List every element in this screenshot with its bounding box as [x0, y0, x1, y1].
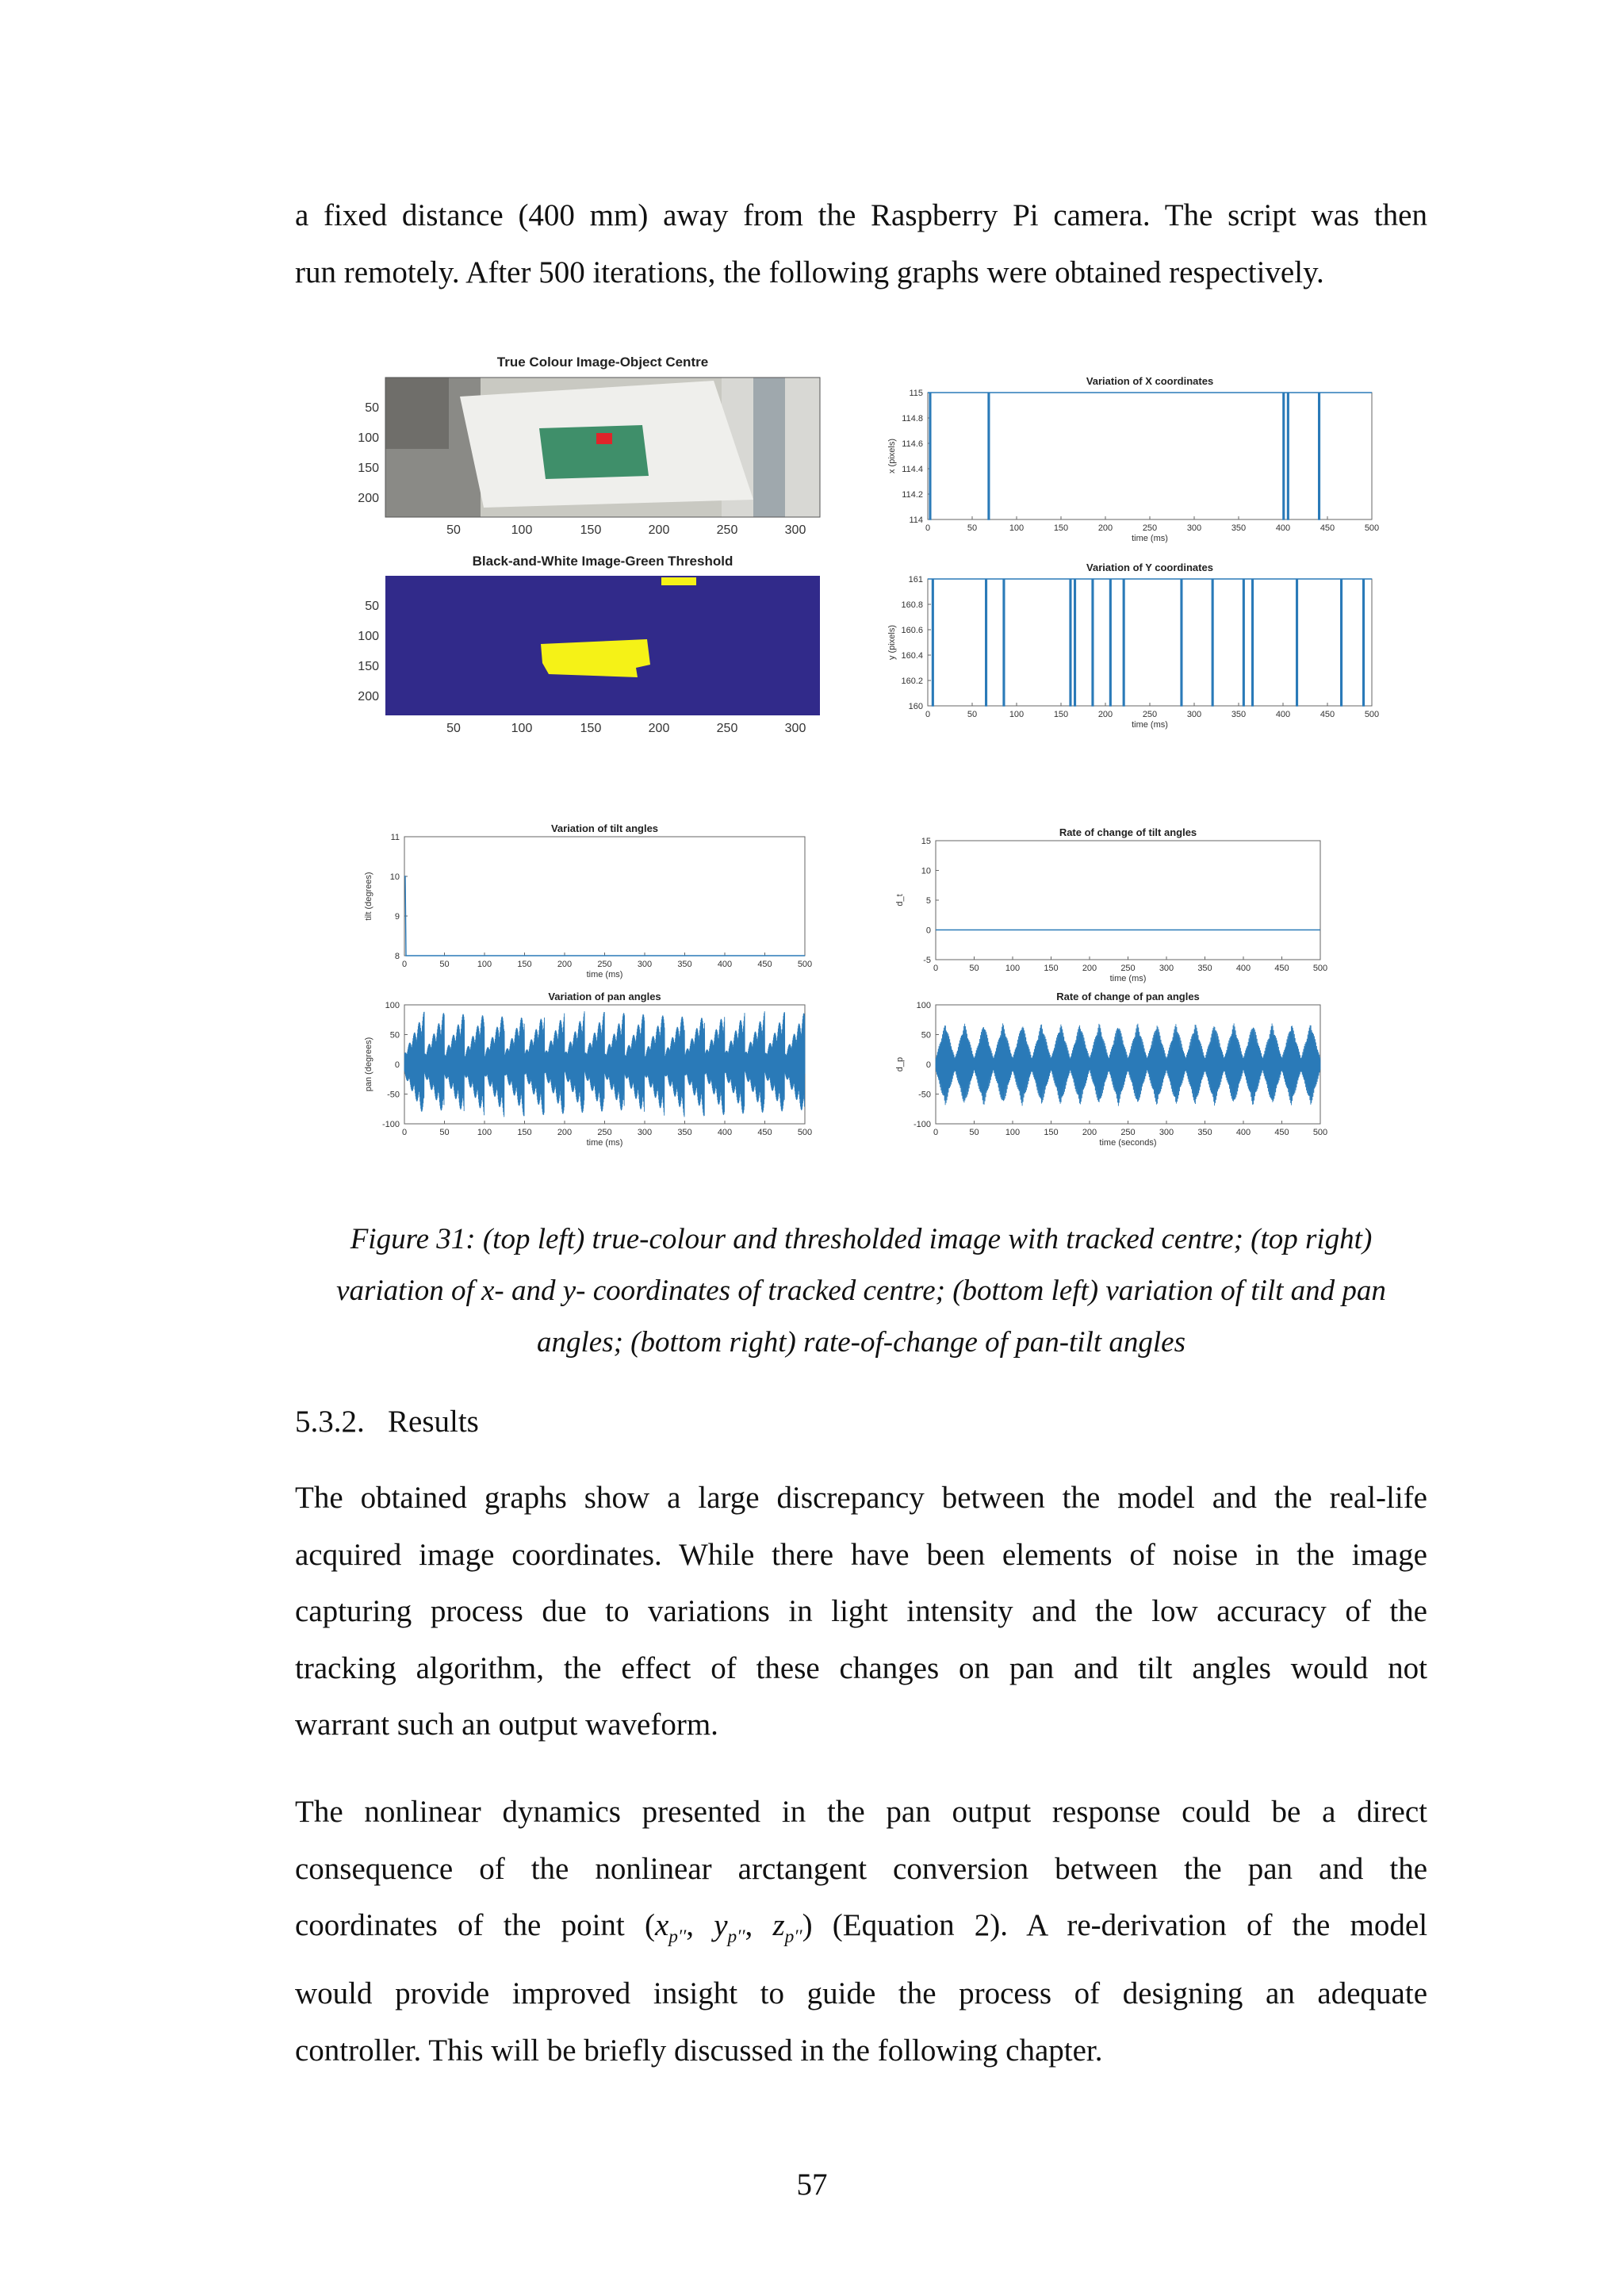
x-tick-label: 150	[517, 1128, 532, 1137]
x-tick-label: 450	[757, 960, 772, 969]
bw-y-ticks	[358, 600, 379, 703]
math-y: y	[714, 1908, 728, 1942]
chart-x-coordinates	[880, 357, 1388, 547]
x-tick-label: 300	[637, 1128, 653, 1137]
y-tick-label: 10	[389, 872, 400, 882]
plot-area	[936, 841, 1320, 960]
x-axis-label: time (ms)	[1109, 974, 1147, 983]
y-axis-label: x (pixels)	[887, 438, 897, 474]
y-tick-label: 160.2	[901, 677, 923, 686]
y-tick-label: -5	[923, 956, 931, 965]
x-tick-label: 250	[597, 960, 612, 969]
x-tick-label: 450	[1274, 964, 1289, 973]
paragraph-line: controller. This will be briefly discussed in the following chapter.	[295, 2033, 1103, 2068]
x-tick-label: 0	[925, 710, 931, 719]
y-tick-label: -100	[913, 1120, 931, 1129]
page-number: 57	[796, 2168, 828, 2202]
x-tick-label: 0	[401, 960, 408, 969]
x-tick-label: 100	[1009, 710, 1025, 719]
y-tick-label: 50	[389, 1030, 400, 1041]
x-tick-label: 500	[1364, 523, 1380, 533]
x-tick-label: 100	[1009, 523, 1025, 533]
y-tick-label: 160.4	[901, 651, 923, 661]
paragraph-line: consequence of the nonlinear arctangent conversion between the pan and the	[295, 1851, 1427, 1886]
x-tick-label: 300	[1186, 523, 1202, 533]
x-tick-label: 150	[1053, 710, 1069, 719]
chart-rate-pan	[892, 979, 1368, 1162]
y-axis-label: d_p	[895, 1056, 905, 1072]
x-tick-label: 450	[757, 1128, 772, 1137]
chart-title: Variation of Y coordinates	[1086, 562, 1213, 573]
y-tick-label: 5	[925, 896, 931, 906]
y-tick-label: 161	[908, 575, 923, 585]
y-tick-label: 160	[908, 702, 923, 711]
x-tick-label: 450	[1274, 1128, 1289, 1137]
x-tick-label: 400	[1275, 710, 1291, 719]
x-tick-label: 0	[401, 1128, 408, 1137]
tick-label: 200	[358, 690, 379, 703]
paragraph-line: The nonlinear dynamics presented in the pan output response could be a direct	[295, 1795, 1427, 1829]
section-heading: 5.3.2. Results	[295, 1405, 479, 1439]
results-paragraph-1	[295, 1470, 1427, 1754]
true-colour-y-ticks	[358, 401, 379, 505]
x-axis-label: time (ms)	[1132, 534, 1168, 543]
math-subscript: p′′	[668, 1926, 687, 1947]
y-tick-label: 50	[921, 1030, 931, 1041]
x-tick-label: 250	[1120, 964, 1136, 973]
x-tick-label: 400	[1275, 523, 1291, 533]
x-tick-label: 500	[797, 960, 813, 969]
y-tick-label: 100	[385, 1001, 400, 1010]
y-tick-label: -100	[381, 1120, 400, 1129]
tick-label: 50	[446, 523, 461, 537]
x-tick-label: 200	[1082, 964, 1097, 973]
paragraph-line: capturing process due to variations in light intensity and the low accuracy of the	[295, 1594, 1427, 1628]
x-tick-label: 50	[967, 523, 978, 533]
plot-area	[928, 579, 1372, 706]
x-tick-label: 150	[1053, 523, 1069, 533]
x-tick-label: 500	[797, 1128, 813, 1137]
intro-line-1: a fixed distance (400 mm) away from the Raspberry Pi camera. The script was then	[295, 198, 1427, 232]
y-axis-label: y (pixels)	[887, 624, 897, 661]
x-tick-label: 150	[1044, 1128, 1059, 1137]
x-tick-label: 500	[1364, 710, 1380, 719]
x-tick-label: 50	[969, 1128, 979, 1137]
x-tick-label: 350	[1197, 1128, 1212, 1137]
x-tick-label: 400	[717, 960, 733, 969]
x-tick-label: 250	[1142, 523, 1158, 533]
x-tick-label: 300	[1159, 1128, 1174, 1137]
y-tick-label: 10	[921, 866, 931, 876]
y-tick-label: 11	[390, 833, 400, 842]
caption-line-2: variation of x- and y- coordinates of tracked centre; (bottom left) variation of tilt and pan	[336, 1274, 1386, 1307]
math-separator: ,	[686, 1908, 714, 1942]
paragraph-line: warrant such an output waveform.	[295, 1708, 718, 1742]
y-tick-label: 8	[394, 952, 400, 961]
tick-label: 150	[580, 722, 602, 735]
x-tick-label: 200	[1097, 523, 1113, 533]
y-tick-label: 0	[925, 1060, 931, 1070]
y-tick-label: -50	[918, 1090, 931, 1100]
x-tick-label: 50	[967, 710, 978, 719]
math-x: x	[654, 1908, 669, 1942]
y-tick-label: 114.2	[902, 490, 923, 500]
x-tick-label: 350	[1231, 710, 1247, 719]
y-axis-label: tilt (degrees)	[364, 872, 373, 921]
x-tick-label: 100	[477, 960, 492, 969]
x-tick-label: 100	[1005, 964, 1021, 973]
paragraph-line-with-math	[295, 1897, 1427, 1965]
x-tick-label: 300	[1159, 964, 1174, 973]
tick-label: 200	[358, 492, 379, 505]
x-tick-label: 350	[1197, 964, 1212, 973]
tick-label: 200	[648, 722, 670, 735]
chart-pan-angles	[361, 979, 837, 1162]
true-colour-x-ticks	[446, 523, 806, 537]
y-tick-label: 114.8	[902, 414, 923, 424]
tick-label: 50	[365, 401, 379, 415]
x-tick-label: 400	[717, 1128, 733, 1137]
tick-label: 250	[716, 722, 738, 735]
x-axis-label: time (ms)	[586, 1138, 623, 1148]
bw-image	[385, 576, 820, 715]
chart-y-coordinates	[880, 543, 1388, 734]
x-tick-label: 150	[1044, 964, 1059, 973]
caption-line-3: angles; (bottom right) rate-of-change of pan-tilt angles	[537, 1326, 1185, 1359]
caption-line-1: Figure 31: (top left) true-colour and thresholded image with tracked centre; (top right)	[350, 1223, 1373, 1255]
intro-line-2: run remotely. After 500 iterations, the following graphs were obtained respectively.	[295, 255, 1324, 289]
chart-rate-tilt	[892, 817, 1368, 983]
x-tick-label: 200	[557, 1128, 573, 1137]
x-tick-label: 350	[1231, 523, 1247, 533]
chart-title: Variation of tilt angles	[550, 822, 659, 834]
plot-area	[404, 837, 805, 956]
text-fragment: ) (Equation 2). A re-derivation of the model	[802, 1908, 1428, 1942]
y-tick-label: 114.4	[902, 465, 923, 474]
x-tick-label: 50	[439, 1128, 450, 1137]
y-tick-label: 15	[921, 837, 931, 846]
y-tick-label: 0	[394, 1060, 400, 1070]
tick-label: 150	[358, 660, 379, 673]
chart-title: Variation of X coordinates	[1086, 375, 1214, 387]
math-subscript: p′′	[727, 1926, 745, 1947]
tick-label: 300	[784, 722, 806, 735]
tick-label: 100	[358, 431, 379, 445]
x-tick-label: 0	[925, 523, 931, 533]
y-axis-label: d_t	[895, 894, 905, 907]
tick-label: 150	[358, 462, 379, 475]
x-tick-label: 150	[517, 960, 532, 969]
tick-label: 100	[511, 523, 533, 537]
tick-label: 50	[365, 600, 379, 613]
y-tick-label: 100	[916, 1001, 931, 1010]
x-tick-label: 100	[1005, 1128, 1021, 1137]
chart-title: Rate of change of tilt angles	[1059, 826, 1197, 838]
chart-title: Rate of change of pan angles	[1056, 991, 1200, 1002]
math-z: z	[772, 1908, 785, 1942]
y-tick-label: 114.6	[902, 439, 923, 449]
x-tick-label: 0	[933, 964, 939, 973]
math-separator: ,	[745, 1908, 773, 1942]
x-tick-label: 450	[1320, 710, 1335, 719]
x-tick-label: 400	[1235, 1128, 1251, 1137]
x-axis-label: time (ms)	[1132, 720, 1168, 730]
x-tick-label: 250	[1142, 710, 1158, 719]
x-tick-label: 200	[557, 960, 573, 969]
tick-label: 100	[358, 630, 379, 643]
x-tick-label: 200	[1082, 1128, 1097, 1137]
x-tick-label: 250	[597, 1128, 612, 1137]
x-tick-label: 500	[1312, 1128, 1328, 1137]
math-subscript: p′′	[784, 1926, 802, 1947]
tick-label: 300	[784, 523, 806, 537]
x-tick-label: 350	[677, 1128, 692, 1137]
paragraph-line: would provide improved insight to guide the process of designing an adequate	[295, 1976, 1427, 2011]
y-tick-label: 114	[909, 516, 923, 525]
y-tick-label: 115	[909, 389, 923, 398]
x-tick-label: 300	[637, 960, 653, 969]
text-fragment: coordinates of the point (	[295, 1908, 655, 1942]
true-colour-image	[385, 378, 820, 517]
tick-label: 50	[446, 722, 461, 735]
y-tick-label: 160.6	[901, 626, 923, 635]
x-axis-label: time (ms)	[586, 970, 623, 979]
y-tick-label: 160.8	[901, 600, 923, 610]
tick-label: 150	[580, 523, 602, 537]
x-tick-label: 350	[677, 960, 692, 969]
x-tick-label: 100	[477, 1128, 492, 1137]
y-tick-label: -50	[387, 1090, 400, 1100]
x-tick-label: 500	[1312, 964, 1328, 973]
intro-paragraph	[295, 187, 1427, 301]
paragraph-line: tracking algorithm, the effect of these changes on pan and tilt angles would not	[295, 1650, 1427, 1685]
x-tick-label: 200	[1097, 710, 1113, 719]
bw-x-ticks	[446, 722, 806, 735]
x-tick-label: 400	[1235, 964, 1251, 973]
tick-label: 250	[716, 523, 738, 537]
x-tick-label: 50	[439, 960, 450, 969]
x-tick-label: 250	[1120, 1128, 1136, 1137]
bw-title: Black-and-White Image-Green Threshold	[472, 554, 733, 569]
x-tick-label: 50	[969, 964, 979, 973]
y-axis-label: pan (degrees)	[364, 1037, 373, 1092]
chart-tilt-angles	[361, 817, 837, 983]
x-tick-label: 0	[933, 1128, 939, 1137]
y-tick-label: 0	[925, 926, 931, 936]
x-tick-label: 300	[1186, 710, 1202, 719]
paragraph-line: acquired image coordinates. While there have been elements of noise in the image	[295, 1537, 1427, 1572]
plot-area	[928, 393, 1372, 519]
tick-label: 200	[648, 523, 670, 537]
x-axis-label: time (seconds)	[1099, 1138, 1157, 1148]
true-colour-title: True Colour Image-Object Centre	[496, 355, 709, 370]
figure-caption	[295, 1213, 1427, 1368]
figure-image-panels	[341, 349, 833, 746]
tick-label: 100	[511, 722, 533, 735]
x-tick-label: 450	[1320, 523, 1335, 533]
results-paragraph-2	[295, 1784, 1427, 2079]
y-tick-label: 9	[394, 912, 400, 922]
chart-title: Variation of pan angles	[548, 991, 661, 1002]
paragraph-line: The obtained graphs show a large discrepancy between the model and the real-life	[295, 1481, 1427, 1515]
